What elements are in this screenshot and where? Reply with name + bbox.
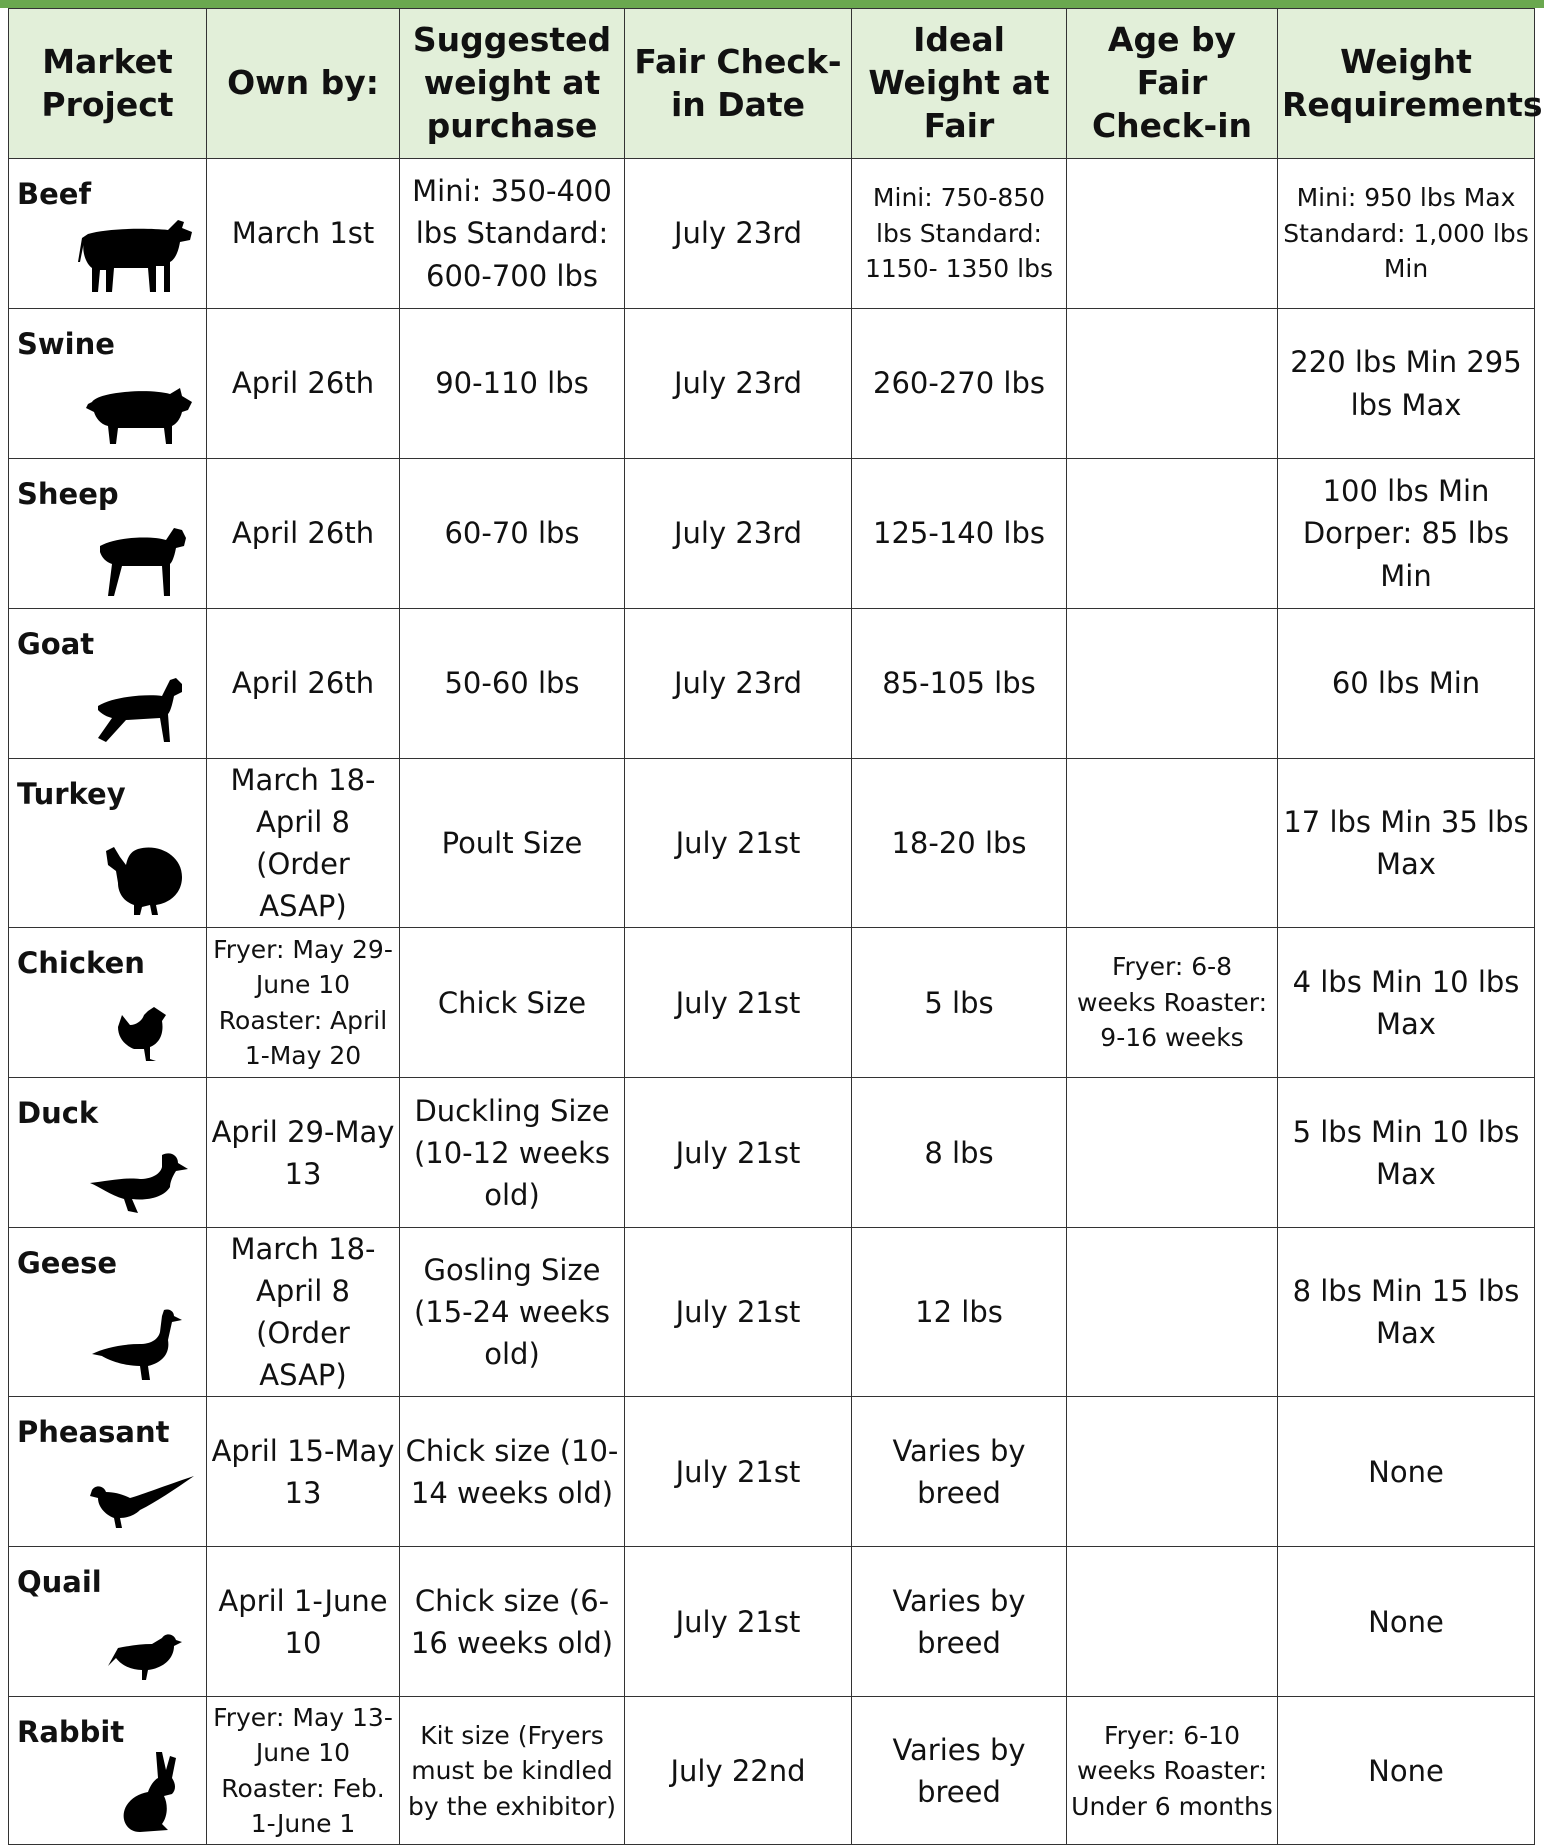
age-cell bbox=[1067, 1397, 1278, 1547]
suggested-weight-cell: 60-70 lbs bbox=[400, 459, 625, 609]
table-row bbox=[9, 1547, 1535, 1697]
project-cell bbox=[9, 1397, 207, 1547]
checkin-date-cell: July 23rd bbox=[625, 609, 852, 759]
table-row bbox=[9, 1397, 1535, 1547]
age-cell bbox=[1067, 1228, 1278, 1397]
suggested-weight-cell: Mini: 350-400 lbs Standard: 600-700 lbs bbox=[400, 159, 625, 309]
ideal-weight-cell: 5 lbs bbox=[852, 928, 1067, 1078]
top-green-bar bbox=[0, 0, 1544, 8]
header-suggested-weight: Suggested weight at purchase bbox=[400, 9, 625, 159]
checkin-date-cell: July 21st bbox=[625, 1547, 852, 1697]
market-project-table bbox=[8, 8, 1543, 1845]
project-cell bbox=[9, 928, 207, 1078]
table-row bbox=[9, 1697, 1535, 1845]
table-row bbox=[9, 459, 1535, 609]
checkin-date-cell: July 21st bbox=[625, 1078, 852, 1228]
project-cell bbox=[9, 159, 207, 309]
ideal-weight-cell: 8 lbs bbox=[852, 1078, 1067, 1228]
age-cell bbox=[1067, 1547, 1278, 1697]
checkin-date-cell: July 23rd bbox=[625, 159, 852, 309]
weight-requirements-cell: None bbox=[1278, 1397, 1535, 1547]
goose-icon bbox=[78, 1300, 198, 1388]
turkey-icon bbox=[78, 831, 198, 919]
own-by-cell: April 29-May 13 bbox=[207, 1078, 400, 1228]
table-row bbox=[9, 759, 1535, 928]
cow-icon bbox=[78, 212, 198, 300]
project-name: Duck bbox=[17, 1096, 99, 1131]
own-by-cell: Fryer: May 13-June 10 Roaster: Feb. 1-June 1 bbox=[207, 1697, 400, 1845]
ideal-weight-cell: 85-105 lbs bbox=[852, 609, 1067, 759]
age-cell: Fryer: 6-8 weeks Roaster: 9-16 weeks bbox=[1067, 928, 1278, 1078]
project-cell bbox=[9, 609, 207, 759]
weight-requirements-cell: None bbox=[1278, 1547, 1535, 1697]
header-age-by-checkin: Age by Fair Check-in bbox=[1067, 9, 1278, 159]
header-fair-checkin-date: Fair Check-in Date bbox=[625, 9, 852, 159]
goat-icon bbox=[78, 662, 198, 750]
pig-icon bbox=[78, 362, 198, 450]
weight-requirements-cell: Mini: 950 lbs Max Standard: 1,000 lbs Min bbox=[1278, 159, 1535, 309]
suggested-weight-cell: Chick size (6-16 weeks old) bbox=[400, 1547, 625, 1697]
own-by-cell: April 26th bbox=[207, 609, 400, 759]
project-name: Pheasant bbox=[17, 1415, 170, 1450]
project-name: Turkey bbox=[17, 777, 126, 811]
chicken-icon bbox=[78, 981, 198, 1069]
suggested-weight-cell: Chick Size bbox=[400, 928, 625, 1078]
weight-requirements-cell: 4 lbs Min 10 lbs Max bbox=[1278, 928, 1535, 1078]
sheep-icon bbox=[78, 512, 198, 600]
age-cell bbox=[1067, 759, 1278, 928]
table-row bbox=[9, 309, 1535, 459]
ideal-weight-cell: 260-270 lbs bbox=[852, 309, 1067, 459]
project-name: Goat bbox=[17, 627, 95, 661]
suggested-weight-cell: Poult Size bbox=[400, 759, 625, 928]
rabbit-icon bbox=[78, 1748, 198, 1836]
ideal-weight-cell: Varies by breed bbox=[852, 1547, 1067, 1697]
age-cell bbox=[1067, 459, 1278, 609]
project-cell bbox=[9, 1547, 207, 1697]
suggested-weight-cell: Kit size (Fryers must be kindled by the exhibitor) bbox=[400, 1697, 625, 1845]
project-name: Sheep bbox=[17, 477, 119, 511]
suggested-weight-cell: Chick size (10-14 weeks old) bbox=[400, 1397, 625, 1547]
suggested-weight-cell: 90-110 lbs bbox=[400, 309, 625, 459]
weight-requirements-cell: 60 lbs Min bbox=[1278, 609, 1535, 759]
project-cell bbox=[9, 1078, 207, 1228]
project-cell bbox=[9, 1697, 207, 1845]
project-cell bbox=[9, 309, 207, 459]
header-market-project: Market Project bbox=[9, 9, 207, 159]
quail-icon bbox=[78, 1600, 198, 1688]
project-name: Swine bbox=[17, 327, 115, 361]
project-name: Beef bbox=[17, 177, 92, 211]
weight-requirements-cell: 100 lbs Min Dorper: 85 lbs Min bbox=[1278, 459, 1535, 609]
header-own-by: Own by: bbox=[207, 9, 400, 159]
own-by-cell: April 15-May 13 bbox=[207, 1397, 400, 1547]
suggested-weight-cell: 50-60 lbs bbox=[400, 609, 625, 759]
ideal-weight-cell: Varies by breed bbox=[852, 1397, 1067, 1547]
weight-requirements-cell: 8 lbs Min 15 lbs Max bbox=[1278, 1228, 1535, 1397]
project-name: Rabbit bbox=[17, 1715, 125, 1750]
checkin-date-cell: July 21st bbox=[625, 1397, 852, 1547]
table-row bbox=[9, 159, 1535, 309]
age-cell bbox=[1067, 159, 1278, 309]
ideal-weight-cell: Varies by breed bbox=[852, 1697, 1067, 1845]
ideal-weight-cell: Mini: 750-850 lbs Standard: 1150- 1350 lbs bbox=[852, 159, 1067, 309]
project-cell bbox=[9, 759, 207, 928]
project-name: Geese bbox=[17, 1246, 118, 1281]
weight-requirements-cell: 220 lbs Min 295 lbs Max bbox=[1278, 309, 1535, 459]
checkin-date-cell: July 21st bbox=[625, 759, 852, 928]
pheasant-icon bbox=[78, 1450, 198, 1538]
table-row bbox=[9, 1228, 1535, 1397]
own-by-cell: April 26th bbox=[207, 309, 400, 459]
checkin-date-cell: July 23rd bbox=[625, 459, 852, 609]
ideal-weight-cell: 125-140 lbs bbox=[852, 459, 1067, 609]
weight-requirements-cell: None bbox=[1278, 1697, 1535, 1845]
own-by-cell: Fryer: May 29-June 10 Roaster: April 1-May 20 bbox=[207, 928, 400, 1078]
project-cell bbox=[9, 459, 207, 609]
suggested-weight-cell: Duckling Size (10-12 weeks old) bbox=[400, 1078, 625, 1228]
duck-icon bbox=[78, 1131, 198, 1219]
age-cell bbox=[1067, 1078, 1278, 1228]
own-by-cell: March 1st bbox=[207, 159, 400, 309]
checkin-date-cell: July 22nd bbox=[625, 1697, 852, 1845]
own-by-cell: March 18-April 8 (Order ASAP) bbox=[207, 1228, 400, 1397]
age-cell: Fryer: 6-10 weeks Roaster: Under 6 months bbox=[1067, 1697, 1278, 1845]
own-by-cell: March 18-April 8 (Order ASAP) bbox=[207, 759, 400, 928]
table-row bbox=[9, 928, 1535, 1078]
project-cell bbox=[9, 1228, 207, 1397]
weight-requirements-cell: 17 lbs Min 35 lbs Max bbox=[1278, 759, 1535, 928]
age-cell bbox=[1067, 309, 1278, 459]
ideal-weight-cell: 18-20 lbs bbox=[852, 759, 1067, 928]
age-cell bbox=[1067, 609, 1278, 759]
table-row bbox=[9, 1078, 1535, 1228]
checkin-date-cell: July 21st bbox=[625, 1228, 852, 1397]
market-project-table-wrapper bbox=[8, 8, 1543, 1839]
table-row bbox=[9, 609, 1535, 759]
checkin-date-cell: July 23rd bbox=[625, 309, 852, 459]
project-name: Chicken bbox=[17, 946, 145, 981]
header-row bbox=[9, 9, 1535, 159]
weight-requirements-cell: 5 lbs Min 10 lbs Max bbox=[1278, 1078, 1535, 1228]
checkin-date-cell: July 21st bbox=[625, 928, 852, 1078]
header-weight-requirements: Weight Requirements bbox=[1278, 9, 1535, 159]
own-by-cell: April 1-June 10 bbox=[207, 1547, 400, 1697]
own-by-cell: April 26th bbox=[207, 459, 400, 609]
project-name: Quail bbox=[17, 1565, 102, 1600]
suggested-weight-cell: Gosling Size (15-24 weeks old) bbox=[400, 1228, 625, 1397]
header-ideal-weight: Ideal Weight at Fair bbox=[852, 9, 1067, 159]
ideal-weight-cell: 12 lbs bbox=[852, 1228, 1067, 1397]
